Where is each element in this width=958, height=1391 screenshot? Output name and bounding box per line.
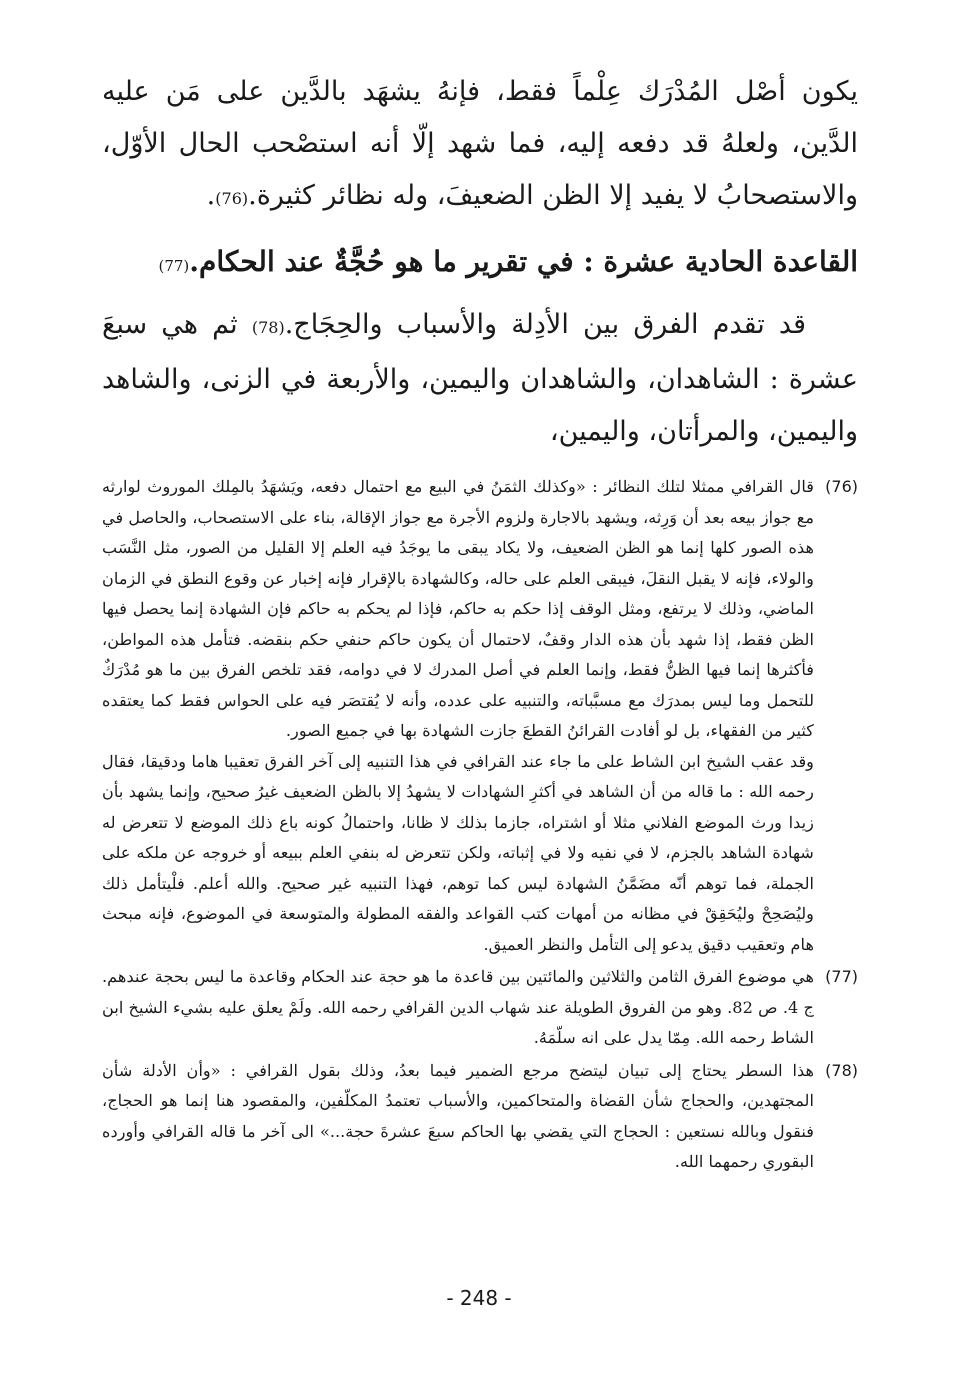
section-heading — [102, 235, 858, 293]
footnote-number: (77) — [825, 967, 858, 986]
footnote-77 — [102, 962, 858, 1054]
footnote-number: (78) — [825, 1060, 858, 1080]
footnote-number: (76) — [825, 477, 858, 496]
footnote-body — [102, 962, 814, 1054]
body-paragraph-1-text: يكون أصْل المُدْرَك عِلْماً فقط، فإنهُ يشهَد بالدَّين على مَن عليه الدَّين، ولعلهُ قد دفعه إليه، فما شهد إلّا أنه استصْحب الحال الأوّل، والاستصحابُ لا يفيد إلا الظن الضعيفَ، وله نظائر كثيرة. — [102, 76, 858, 211]
footnote-76 — [102, 472, 858, 960]
footnotes — [102, 472, 858, 1178]
footnote-ref-77: (77) — [158, 257, 190, 275]
body-paragraph-2-text-a: قد تقدم الفرق بين الأدِلة والأسباب والحِجَاج. — [284, 309, 806, 340]
footnote-body — [102, 1056, 814, 1178]
body-paragraph-1-end: . — [206, 180, 216, 211]
body-paragraph-2-text-b: ثم هي سبعَ عشرة : الشاهدان، والشاهدان واليمين، والأربعة في الزنى، والشاهد واليمين، والمرأتان، واليمين، — [102, 309, 858, 447]
footnote-ref-78: (78) — [251, 318, 285, 337]
main-text — [102, 66, 858, 458]
body-paragraph-2 — [102, 299, 858, 458]
footnote-paragraph: وقد عقب الشيخ ابن الشاط على ما جاء عند القرافي في هذا التنبيه إلى آخر الفرق تعقيبا هاما ودقيقا، فقال رحمه الله : ما قاله من أن الشاهد في أكثرِ الشهادات لا يشهدُ إلا بالظن الضعيف غيرُ صحيح، وإنما يشهد بأن زيدا ورث الموضع الفلاني مثلا أو اشتراه، جازما بذلك لا ظانا، واحتمالُ كونه باع ذلك الموضع لا تتعرض له شهادة الشاهد بالجزم، لا في نفيه ولا في إثباته، ولكن تتعرض له بنفي العلم ببيعه أو خروجه عن ملكه على الجملة، فما توهم أنّه مضَمَّنُ الشهادة ليس كما توهم، فهذا التنبيه غير صحيح. والله أعلم. فلْيتأمل ذلك وليُصَحِحْ وليُحَقِقْ في مظانه من أمهات كتب القواعد والفقه المطولة والمتوسعة في الموضوع، فإنه مبحث هام وتعقيب دقيق يدعو إلى التأمل والنظر العميق. — [102, 751, 814, 954]
page-number: - 248 - — [446, 1286, 512, 1310]
footnote-body — [102, 472, 814, 960]
footnote-paragraph: قال القرافي ممثلا لتلك النظائر : «وكذلك الثمَنُ في البيع مع احتمال دفعه، ويَشهَدُ بالمِلك الموروث لوارثه مع جواز بيعه بعد أن وَرِثه، ويشهد بالاجارة ولزوم الأجرة مع جواز الإقالة، بناء على الاستصحاب، والحاصل في هذه الصور كلها إنما هو الظن الضعيف، ولا يكاد يبقى ما يوجَدُ فيه العلم إلا القليل من الصور، مثل النَّسَب والولاء، فإنه لا يقبل النقلَ، فيبقى العلم على حاله، وكالشهادة بالإقرار فإنه إخبار عن وقوع النطق في الزمان الماضي، وذلك لا يرتفع، ومثل الوقف إذا حكم به حاكم، فإذا لم يحكم به حاكم فإن الشهادة إنما يحصل فيها الظن فقط، إذا شهد بأن هذه الدار وقفٌ، لاحتمال أن يكون حاكم حنفي حكم بنقضه. فتأمل هذه المواطن، فأكثرها إنما فيها الظنُّ فقط، وإنما العلم في أصل المدرك لا في دوامه، فقد تلخص الفرق بين ما هو مُدْرَكٌ للتحمل وما ليس بمدرَك مع مسبَّباته، والتنبيه على عدده، وأنه لا يُقتصَر فيه على الحواس فقط كما يعتقده كثير من الفقهاء، بل لو أفادت القرائنُ القطعَ جازت الشهادة بها في جميع الصور. — [102, 477, 814, 740]
footnote-ref-76: (76) — [215, 189, 249, 208]
body-paragraph-1 — [102, 66, 858, 225]
footnote-paragraph: هي موضوع الفرق الثامن والثلاثين والمائتين بين قاعدة ما هو حجة عند الحكام وقاعدة ما ليس بحجة عندهم. ج 4. ص 82. وهو من الفروق الطويلة عند شهاب الدين القرافي رحمه الله. ولَمْ يعلق عليه بشيء الشيخ ابن الشاط رحمه الله. مِمّا يدل على انه سلّمَهُ. — [102, 967, 814, 1047]
section-heading-text: القاعدة الحادية عشرة : في تقرير ما هو حُجَّةٌ عند الحكام. — [189, 245, 858, 278]
footnote-78 — [102, 1056, 858, 1178]
footnote-paragraph: هذا السطر يحتاج إلى تبيان ليتضح مرجع الضمير فيما بعدُ، وذلك بقول القرافي : «وأن الأدلة شأن المجتهدين، والحجاج شأن القضاة والمتحاكمين، والأسباب تعتمدُ المكلّفين، والمقصود هنا إنما هو الحجاج، فنقول وبالله نستعين : الحجاج التي يقضي بها الحاكم سبعَ عشرةَ حجة...» الى آخر ما قاله القرافي وأورده البقوري رحمهما الله. — [102, 1060, 814, 1171]
